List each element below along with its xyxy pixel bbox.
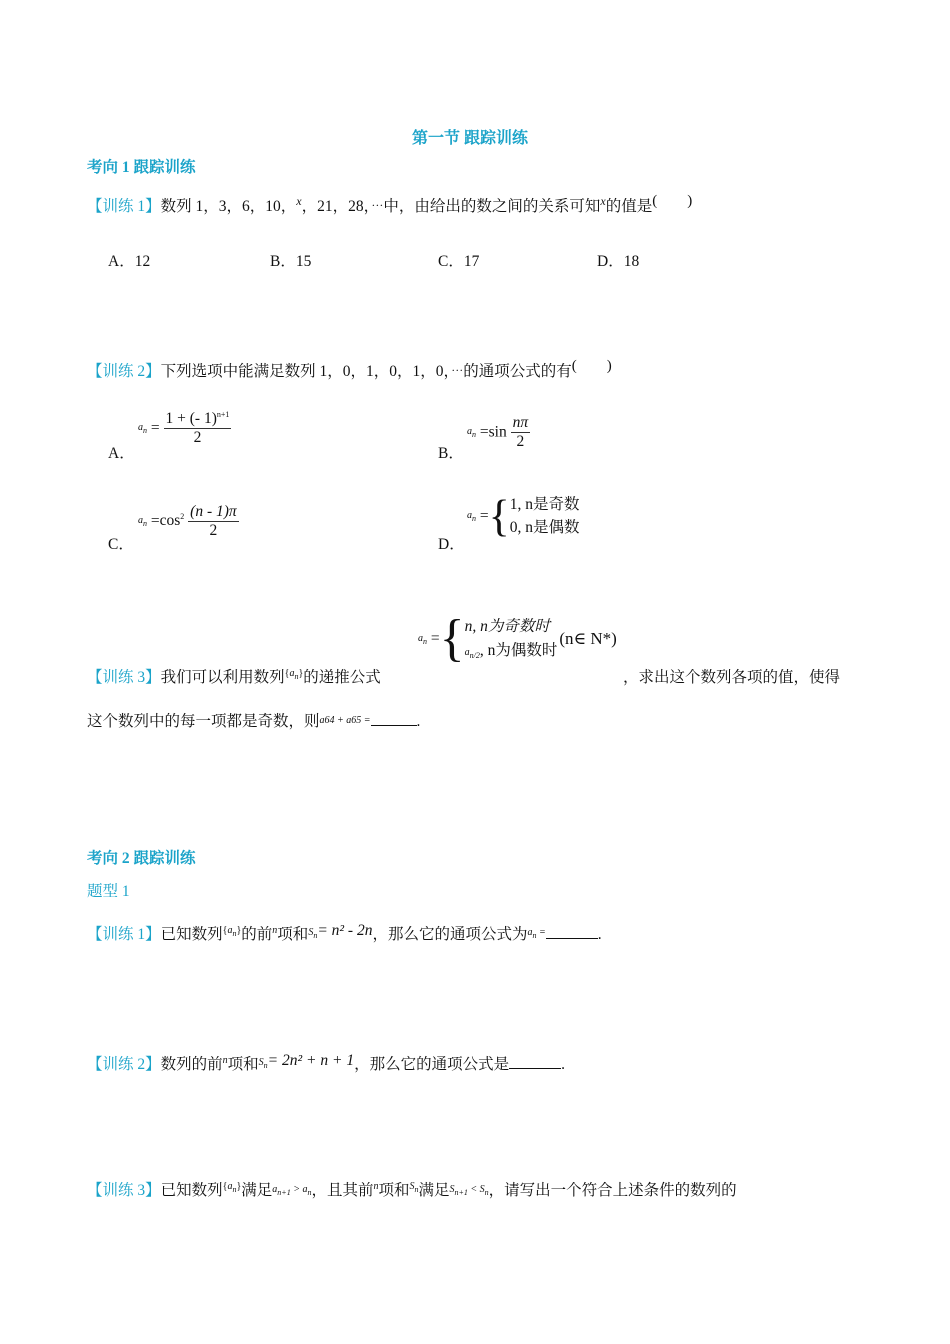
- s1-q3-line2-text: 这个数列中的每一项都是奇数，则: [87, 713, 320, 730]
- s1-q3-text-a: 我们可以利用数列: [160, 669, 285, 686]
- s1-q1-option-a: A．12: [108, 253, 151, 270]
- s1-q2-option-a-fraction: $\frac{1 + (- 1)^{n+1}}{2}$: [165, 410, 230, 446]
- s1-q1-paren: ( ): [652, 193, 693, 209]
- s1-q2-option-a-letter: A．: [108, 445, 135, 462]
- s2-q2-answer-blank[interactable]: [509, 1054, 561, 1069]
- s1-q1-text-d: 的值是: [605, 198, 653, 216]
- s1-q1-option-b: B．15: [270, 253, 312, 270]
- s1-q2-text-a: 下列选项中能满足数列 1，0，1，0，1，0，: [160, 363, 452, 381]
- s1-q2-option-c-letter: C．: [108, 536, 134, 553]
- s2-q2-label: 【训练 2】: [87, 1056, 161, 1073]
- s1-q2-option-d-formula: $a_n$ ={ 1, n是奇数 0, n是偶数: [467, 491, 580, 541]
- s2-q2-line: 【训练 2】数列的前$^n$项和$^{S_n}$= 2n² + n + 1，那么它的通项公式是 .: [87, 1052, 565, 1073]
- s1-q1-text-b: ，21，28，: [301, 198, 372, 216]
- s1-q2-option-d-letter: D．: [438, 536, 465, 553]
- s1-q3-seq: {an}: [284, 667, 304, 681]
- s1-q3-line1: [87, 665, 381, 687]
- s2-q3-line: 【训练 3】已知数列$^{\{a_n\}}$满足$a_{n+1} > a_n$，且其前$^n$项和$^{S_n}$满足$S_{n+1} < S_n$，请写出一个符合上述条件的数列的: [87, 1180, 737, 1199]
- s1-q2-paren: ( ): [571, 358, 612, 374]
- s1-q1-label: 【训练 1】: [87, 198, 161, 216]
- s1-q3-answer-blank[interactable]: [371, 711, 417, 726]
- s1-q1-var-x2: x: [600, 194, 606, 208]
- page-title: 第一节 跟踪训练: [412, 130, 529, 147]
- s1-q1-ellipsis: ···: [371, 198, 384, 213]
- s1-q3-text-c: ，求出这个数列各项的值，使得: [623, 669, 841, 686]
- s1-q2-option-a-formula: $a_n$ = $\frac{1 + (- 1)^{n+1}}{2}$: [138, 410, 230, 446]
- s1-q2-line: [87, 358, 612, 381]
- s1-q3-line2-expr: a64 + a65 =: [319, 715, 371, 726]
- s1-q2-option-b-formula: $a_n =\sin$ $\frac{n\pi}{2}$: [467, 414, 529, 450]
- s1-q3-label: 【训练 3】: [87, 669, 161, 686]
- s1-q2-option-b-letter: B．: [438, 445, 464, 462]
- s1-q1-var-x: x: [296, 194, 302, 208]
- s1-q2-option-c-fraction: $\frac{(n - 1)\pi}{2}$: [190, 503, 237, 539]
- s1-q1-line: [87, 193, 692, 216]
- s1-q3-line2: 这个数列中的每一项都是奇数，则a64 + a65 = .: [87, 713, 421, 730]
- s1-q2-label: 【训练 2】: [87, 363, 161, 381]
- section2-heading: 考向 2 跟踪训练: [87, 850, 196, 867]
- s1-q3-recurrence: $a_n$ ={ n, n为奇数时 $a_{n/2}$, n为偶数时 (n∈ N*): [418, 610, 617, 667]
- s1-q1-text-c: 中，由给出的数之间的关系可知: [383, 198, 601, 216]
- s1-q1-text-a: 数列 1，3，6，10，: [160, 198, 297, 216]
- s2-q1-answer-blank[interactable]: [546, 924, 598, 939]
- s1-q1-option-c: C．17: [438, 253, 480, 270]
- s2-q1-line: 【训练 1】已知数列$^{\{a_n\}}$的前$^n$项和$^{S_n}$= n² - 2n，那么它的通项公式为$^{a_n =}$ .: [87, 922, 602, 943]
- section1-heading: 考向 1 跟踪训练: [87, 159, 196, 176]
- s1-q2-option-b-fraction: $\frac{n\pi}{2}$: [512, 414, 529, 450]
- s1-q3-text-b: 的递推公式: [303, 669, 381, 686]
- s1-q2-ellipsis: ···: [451, 363, 464, 378]
- s1-q2-option-c-formula: $a_n =\cos^2$ $\frac{(n - 1)\pi}{2}$: [138, 503, 237, 539]
- s1-q1-option-d: D．18: [597, 253, 640, 270]
- s2-q3-label: 【训练 3】: [87, 1182, 161, 1199]
- s1-q2-text-b: 的通项公式的有: [463, 363, 572, 381]
- section2-subheading: 题型 1: [87, 883, 130, 900]
- s2-q1-label: 【训练 1】: [87, 926, 161, 943]
